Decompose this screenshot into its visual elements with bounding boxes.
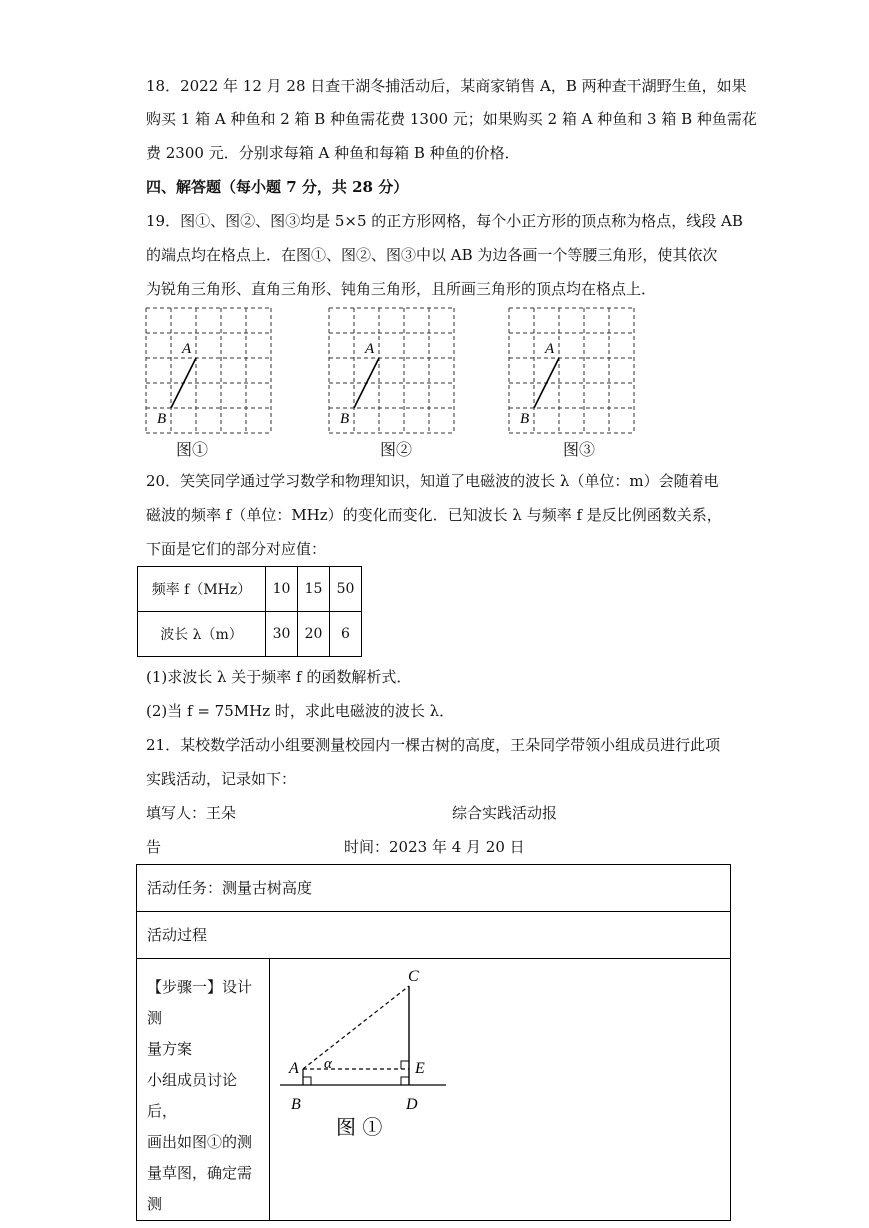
q20-line-3: 下面是它们的部分对应值：: [146, 540, 327, 558]
right-angle-e: [401, 1061, 409, 1069]
report-title: 综合实践活动报: [452, 804, 558, 822]
q21-line-1: 21．某校数学活动小组要测量校园内一棵古树的高度，王朵同学带领小组成员进行此项: [146, 736, 721, 754]
table-cell: 10: [266, 567, 298, 612]
step-line: 量草图，确定需测: [147, 1164, 253, 1213]
label-a: A: [182, 341, 192, 357]
table-row: [137, 865, 731, 912]
table-row: [137, 959, 731, 1221]
label-e: E: [415, 1060, 425, 1077]
activity-task: 活动任务：测量古树高度: [147, 879, 313, 897]
label-d: D: [406, 1096, 418, 1113]
step-line: 【步骤一】设计测: [147, 978, 253, 1027]
q20-line-2: 磁波的频率 f（单位：MHz）的变化而变化．已知波长 λ 与频率 f 是反比例函数关系，: [146, 506, 722, 524]
table-row: [138, 612, 362, 657]
report-title-cont: 告: [146, 838, 162, 856]
grid-figure-3: [503, 300, 643, 440]
q19-line-3: 为锐角三角形、直角三角形、钝角三角形，且所画三角形的顶点均在格点上．: [146, 280, 657, 298]
label-a: A: [545, 341, 555, 357]
q18-line-3: 费 2300 元．分别求每箱 A 种鱼和每箱 B 种鱼的价格．: [146, 144, 520, 162]
section-heading: 四、解答题（每小题 7 分，共 28 分）: [146, 178, 409, 196]
grid-figure-1: [140, 300, 280, 440]
table-row: [138, 567, 362, 612]
q20-part-2: (2)当 f = 75MHz 时，求此电磁波的波长 λ．: [146, 702, 455, 720]
table-cell: 50: [330, 567, 362, 612]
q19-line-1: 19．图①、图②、图③均是 5×5 的正方形网格，每个小正方形的顶点称为格点，线段 AB: [146, 212, 743, 230]
grid-caption-2: 图②: [380, 440, 413, 459]
step-line: 画出如图①的测: [147, 1133, 253, 1151]
activity-report-table: [136, 864, 731, 1221]
step-one-cell: [137, 959, 270, 1221]
label-a: A: [289, 1060, 299, 1077]
report-filler: 填写人：王朵: [146, 804, 237, 822]
tree-measurement-diagram: [270, 959, 730, 1152]
q18-line-1: 18．2022 年 12 月 28 日查干湖冬捕活动后，某商家销售 A，B 两种查干湖野生鱼，如果: [146, 77, 747, 95]
activity-task-cell: [137, 865, 731, 912]
segment-ac: [303, 986, 409, 1069]
row-header-wavelength: 波长 λ（m）: [138, 612, 266, 657]
label-b: B: [340, 411, 350, 427]
q21-line-2: 实践活动，记录如下：: [146, 770, 297, 788]
right-angle-b: [303, 1077, 311, 1085]
grid-caption-1: 图①: [176, 440, 209, 459]
table-cell: 20: [298, 612, 330, 657]
label-a: A: [365, 341, 375, 357]
diagram-caption: 图 ①: [336, 1115, 383, 1139]
q20-part-1: (1)求波长 λ 关于频率 f 的函数解析式．: [146, 668, 412, 686]
step-line: 量方案: [147, 1040, 193, 1058]
grid-caption-3: 图③: [563, 440, 596, 459]
table-row: [137, 912, 731, 959]
step-line: 小组成员讨论后，: [147, 1071, 238, 1120]
label-b: B: [520, 411, 530, 427]
label-b: B: [291, 1096, 301, 1113]
table-cell: 15: [298, 567, 330, 612]
step-one-text: [137, 959, 269, 1220]
report-time: 时间：2023 年 4 月 20 日: [344, 838, 525, 856]
q18-line-2: 购买 1 箱 A 种鱼和 2 箱 B 种鱼需花费 1300 元；如果购买 2 箱 A 种鱼和 3 箱 B 种鱼需花: [146, 110, 757, 128]
activity-process: 活动过程: [147, 926, 208, 944]
diagram-cell: [270, 959, 731, 1221]
q19-line-2: 的端点均在格点上．在图①、图②、图③中以 AB 为边各画一个等腰三角形，使其依次: [146, 246, 718, 264]
table-cell: 6: [330, 612, 362, 657]
frequency-wavelength-table: [137, 566, 362, 657]
grid-figure-2: [323, 300, 463, 440]
label-c: C: [408, 968, 419, 985]
activity-process-cell: [137, 912, 731, 959]
table-cell: 30: [266, 612, 298, 657]
right-angle-d: [401, 1077, 409, 1085]
label-b: B: [157, 411, 167, 427]
q20-line-1: 20．笑笑同学通过学习数学和物理知识，知道了电磁波的波长 λ（单位：m）会随着电: [146, 472, 719, 490]
label-alpha: α: [324, 1056, 332, 1072]
row-header-frequency: 频率 f（MHz）: [138, 567, 266, 612]
